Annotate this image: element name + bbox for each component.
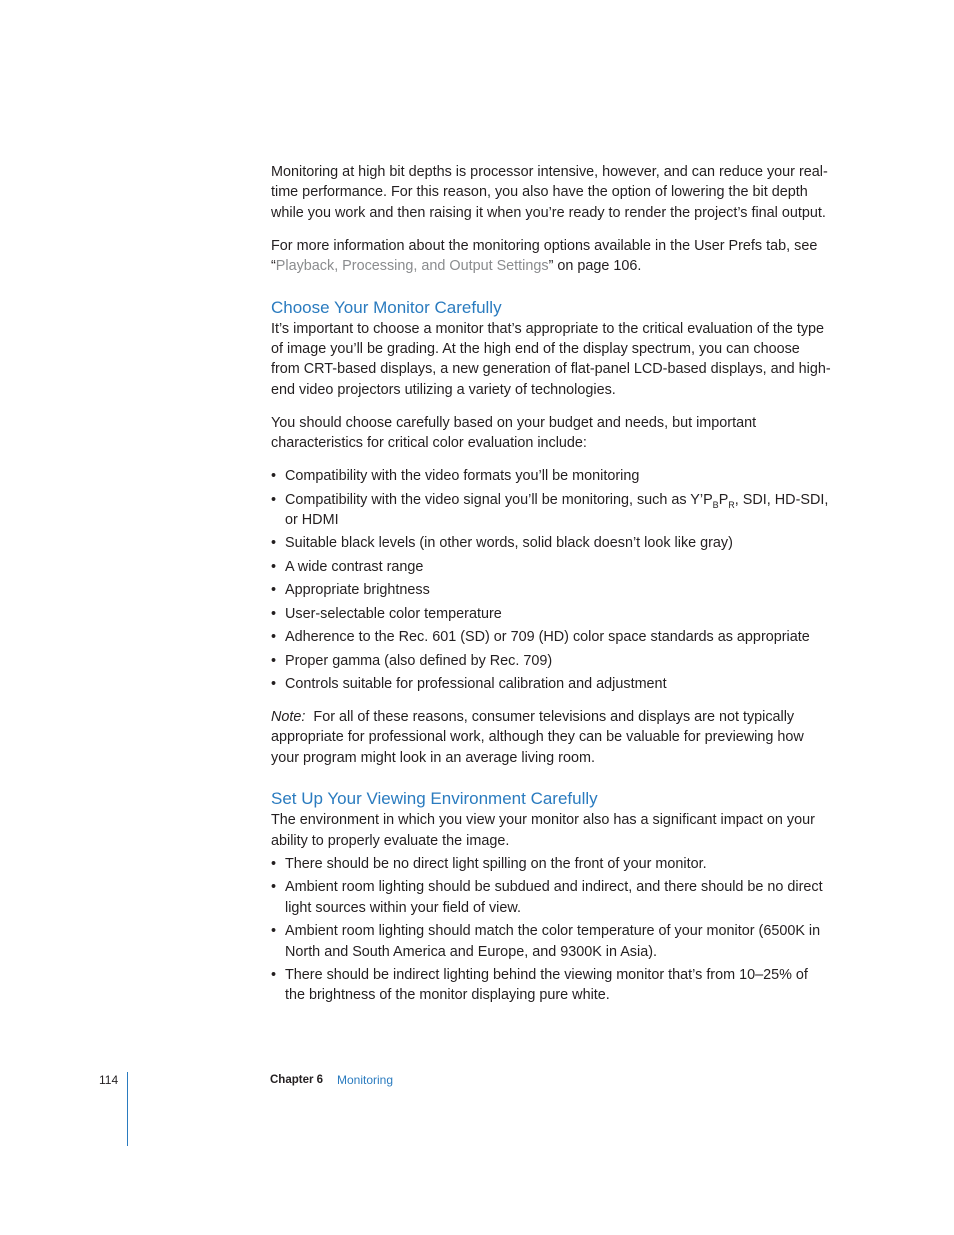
list-item-text: A wide contrast range (285, 558, 424, 575)
cross-reference-link[interactable]: Playback, Processing, and Output Settings (275, 258, 549, 275)
footer-divider (127, 1072, 128, 1146)
cross-reference-text-after: ” on page 106. (548, 258, 642, 275)
bullet-marker: • (271, 652, 277, 669)
subscript-b: B (712, 499, 719, 510)
bullet-marker: • (271, 468, 277, 485)
list-item (271, 533, 831, 553)
list-item (271, 604, 831, 624)
list-item (271, 877, 831, 918)
bullet-marker: • (271, 558, 277, 575)
list-item-text: Appropriate brightness (285, 582, 430, 599)
bullet-marker: • (271, 582, 277, 599)
section1-paragraph-2: You should choose carefully based on your budget and needs, but important characteristics for critical color evaluation include: (271, 414, 757, 452)
list-item (271, 580, 831, 600)
section-heading-choose-monitor: Choose Your Monitor Carefully (271, 297, 502, 317)
bullet-marker: • (271, 535, 277, 552)
list-item (271, 921, 831, 962)
list-item (271, 854, 831, 874)
list-item-text: Compatibility with the video formats you’ll be monitoring (285, 468, 640, 485)
list-item-text: Proper gamma (also defined by Rec. 709) (285, 652, 553, 669)
list-item-text: User-selectable color temperature (285, 605, 502, 622)
intro-paragraph: Monitoring at high bit depths is processor intensive, however, and can reduce your real-time performance. For this reason, you also have the option of lowering the bit depth while you work and then raising it when you’re ready to render the project’s final output. (271, 164, 828, 221)
subscript-r: R (728, 499, 735, 510)
list-item (271, 651, 831, 671)
list-item-text: , SDI, HD-SDI, or HDMI (285, 491, 829, 529)
section-heading-viewing-environment: Set Up Your Viewing Environment Carefully (271, 789, 598, 809)
bullet-marker: • (271, 966, 277, 983)
note-paragraph (271, 707, 831, 768)
list-item-text: P (718, 491, 729, 508)
bullet-marker: • (271, 605, 277, 622)
section1-paragraph-1: It’s important to choose a monitor that’s appropriate to the critical evaluation of the type of image you’ll be grading. At the high end of the display spectrum, you can choose from CRT-based displays, a new generation of flat-panel LCD-based displays, and high-end video projectors utilizing a variety of technologies. (271, 320, 831, 398)
list-item-text: Controls suitable for professional calibration and adjustment (285, 675, 667, 692)
list-item (271, 466, 831, 486)
list-item (271, 674, 831, 694)
list-item-text: Suitable black levels (in other words, solid black doesn’t look like gray) (285, 535, 733, 552)
list-item-text: Ambient room lighting should be subdued and indirect, and there should be no direct light sources within your field of view. (285, 879, 823, 916)
section2-paragraph-1: The environment in which you view your monitor also has a significant impact on your ability to properly evaluate the image. (271, 812, 815, 849)
cross-reference-text-before: For more information about the monitoring options available in the User Prefs tab, see “ (271, 237, 818, 275)
list-item (271, 490, 831, 531)
note-label: Note: (271, 708, 306, 725)
note-text: For all of these reasons, consumer televisions and displays are not typically appropriate for professional work, although they can be valuable for previewing how your program might look in an average living room. (271, 708, 804, 766)
list-item-text: There should be indirect lighting behind the viewing monitor that’s from 10–25% of the brightness of the monitor displaying pure white. (285, 966, 808, 1004)
bullet-marker: • (271, 491, 277, 508)
list-item (271, 557, 831, 577)
characteristics-list (271, 466, 831, 694)
page-number: 114 (99, 1073, 119, 1087)
cross-reference-paragraph (271, 236, 831, 277)
list-item-text: Ambient room lighting should match the color temperature of your monitor (6500K in North and South America and Europe, and 9300K in Asia). (285, 923, 821, 960)
list-item-text: Adherence to the Rec. 601 (SD) or 709 (HD) color space standards as appropriate (285, 629, 810, 646)
chapter-label: Chapter 6 (270, 1074, 324, 1086)
bullet-marker: • (271, 629, 277, 646)
bullet-marker: • (271, 675, 277, 692)
list-item-text: There should be no direct light spilling on the front of your monitor. (285, 855, 707, 872)
bullet-marker: • (271, 923, 277, 940)
chapter-title[interactable]: Monitoring (337, 1073, 394, 1087)
bullet-marker: • (271, 879, 277, 896)
page-body (271, 162, 831, 1018)
bullet-marker: • (271, 855, 277, 872)
list-item (271, 965, 831, 1006)
environment-list (271, 854, 831, 1006)
list-item-text: Compatibility with the video signal you’ll be monitoring, such as Y’P (285, 491, 713, 508)
list-item (271, 627, 831, 647)
